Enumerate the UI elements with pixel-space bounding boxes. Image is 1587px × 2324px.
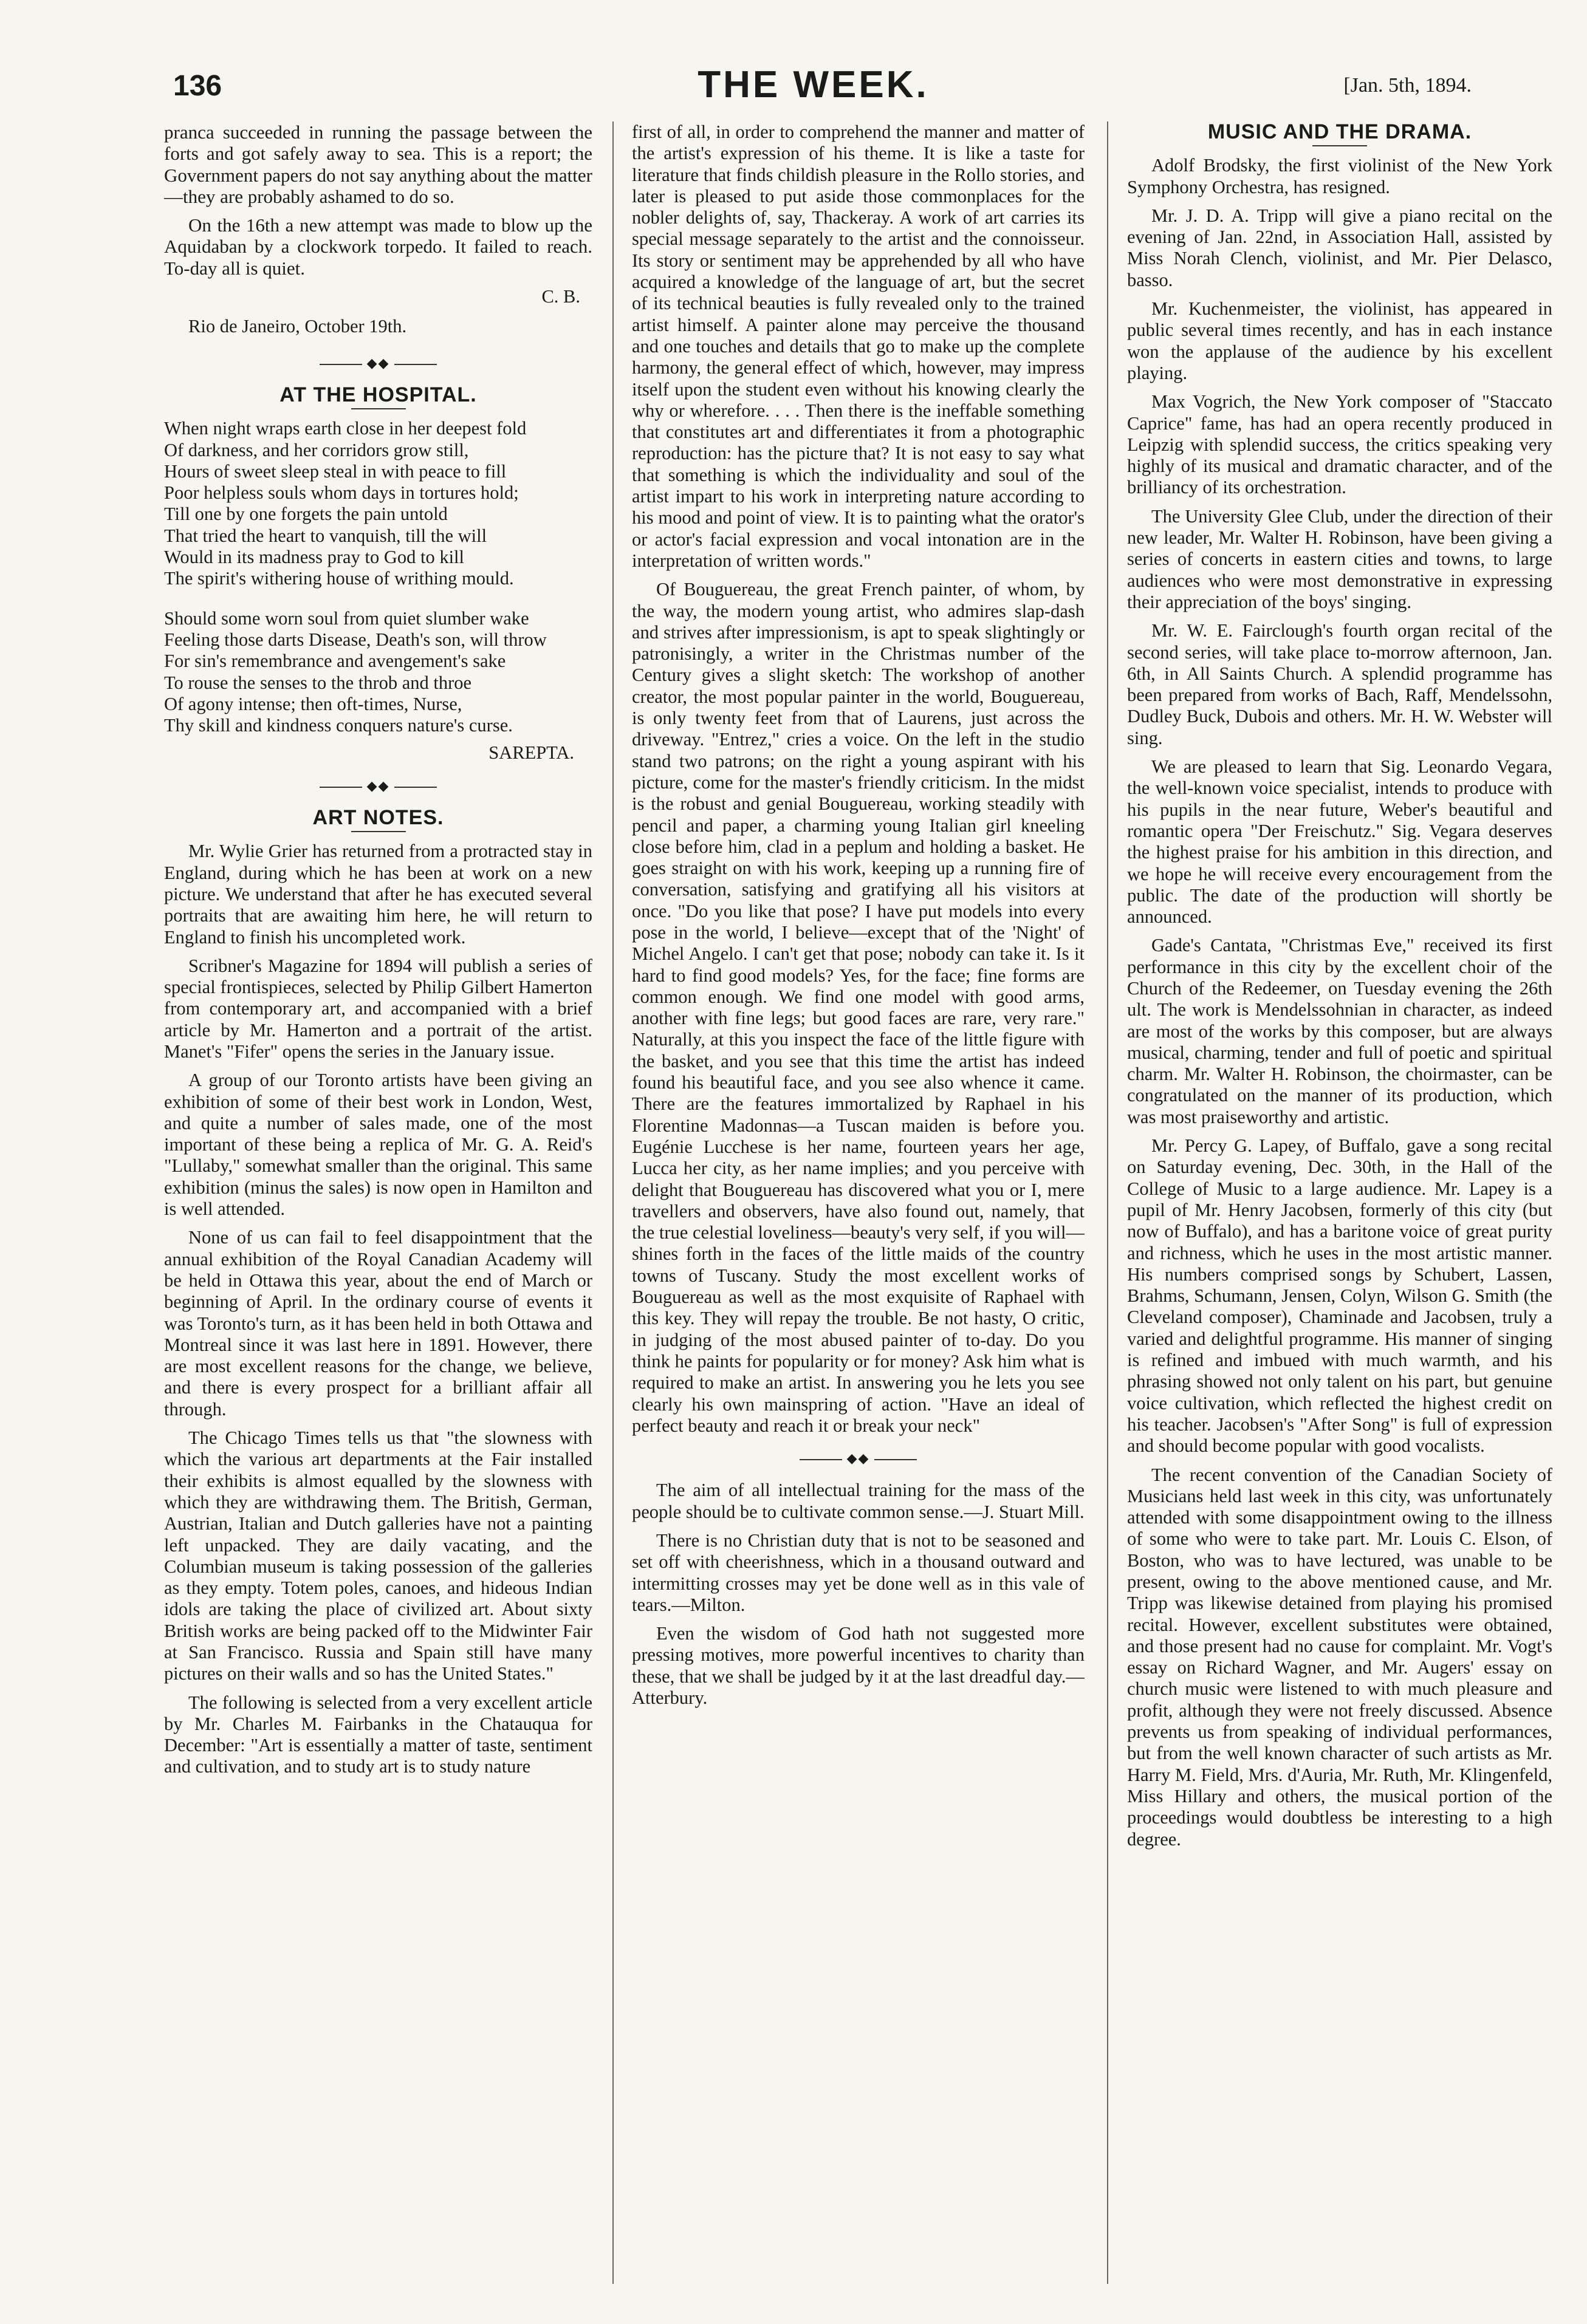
column-right	[1127, 121, 1552, 2284]
issue-date: [Jan. 5th, 1894.	[1343, 74, 1472, 97]
title-rule	[351, 831, 406, 832]
music-paragraph: We are pleased to learn that Sig. Leonardo Vegara, the well-known voice specialist, intends to produce with his pupils in the near future, Weber's beautiful and romantic opera "Der Freischutz." Sig. Vegara deserves the highest praise for his ambition in this direction, and we hope he will receive every encouragement from the public. The date of the production will shortly be announced.	[1127, 756, 1552, 928]
music-paragraph: Gade's Cantata, "Christmas Eve," received its first performance in this city by the excellent choir of the Church of the Redeemer, on Tuesday evening the 26th ult. The work is Mendelssohnian in character, as indeed are most of the works by this composer, but are always musical, charming, tender and full of poetic and spiritual charm. Mr. Walter H. Robinson, the choirmaster, can be congratulated on the manner of its production, which was most praiseworthy and artistic.	[1127, 935, 1552, 1127]
art-paragraph: None of us can fail to feel disappointment that the annual exhibition of the Royal Canadian Academy will be held in Ottawa this year, about the end of March or beginning of April. In the ordinary course of events it was Toronto's turn, as it has been held in both Ottawa and Montreal since it was last here in 1891. However, there are most excellent reasons for the change, we believe, and there is every prospect for a brilliant affair all through.	[164, 1227, 592, 1420]
music-paragraph: Mr. J. D. A. Tripp will give a piano recital on the evening of Jan. 22nd, in Association Hall, assisted by Miss Norah Clench, violinist, and Mr. Pier Delasco, basso.	[1127, 205, 1552, 290]
poem-line: That tried the heart to vanquish, till the will	[164, 525, 487, 546]
art-paragraph: The Chicago Times tells us that "the slowness with which the various art departments at the Fair installed their exhibits is almost equalled by the slowness with which they are withdrawing them. The British, German, Austrian, Italian and Dutch galleries have not a painting left unpacked. They are daily vacating, and the Columbian museum is taking possession of the galleries as they empty. Totem poles, canoes, and hideous Indian idols are taking the place of civilized art. About sixty British works are being packed off to the Midwinter Fair at San Francisco. Russia and Spain still have many pictures on their walls and so has the United States."	[164, 1427, 592, 1684]
hospital-poem-title: AT THE HOSPITAL.	[279, 383, 477, 406]
poem-line: When night wraps earth close in her deepest fold	[164, 418, 527, 439]
art-paragraph: first of all, in order to comprehend the manner and matter of the artist's expression of his theme. It is like a taste for literature that finds childish pleasure in the Rollo stories, and later is pleased to put aside those commonplaces for the nobler delights of, say, Thackeray. A work of art carries its special message separately to the artist and the connoisseur. Its story or sentiment may be apprehended by all who have acquired a knowledge of the language of art, but the secret of its technical beauties is fully revealed only to the trained artist himself. A painter alone may perceive the thousand and one touches and details that go to make up the complete harmony, the general effect of which, however, may impress itself upon the student even without his knowing clearly the why or wherefore. . . . Then there is the ineffable something that constitutes art and differentiates it from a photographic reproduction: has the picture that? It is not easy to say what that something is which the individuality and soul of the artist impart to his work in interpreting nature according to his mood and point of view. It is to painting what the orator's or actor's facial expression and vocal intonation are in the interpretation of written words."	[632, 121, 1085, 571]
column-divider	[612, 121, 614, 2284]
section-divider: ◆◆	[164, 352, 592, 374]
music-paragraph: Mr. Kuchenmeister, the violinist, has appeared in public several times recently, and has in each instance won the applause of the audience by his excellent playing.	[1127, 298, 1552, 383]
poem-line: For sin's remembrance and avengement's sake	[164, 651, 506, 672]
poem-line: To rouse the senses to the throb and throe	[164, 672, 472, 693]
section-divider: ◆◆	[164, 775, 592, 796]
hospital-poem	[164, 418, 592, 736]
section-divider: ◆◆	[632, 1447, 1085, 1469]
letter-paragraph: pranca succeeded in running the passage between the forts and got safely away to sea. This is a report; the Government papers do not say anything about the matter—they are probably ashamed to do so.	[164, 121, 592, 207]
poem-line: Should some worn soul from quiet slumber wake	[164, 607, 529, 629]
poem-line: Hours of sweet sleep steal in with peace to fill	[164, 460, 507, 482]
poem-line: Till one by one forgets the pain untold	[164, 504, 448, 525]
poem-line: Poor helpless souls whom days in tortures hold;	[164, 482, 519, 504]
poem-line: Thy skill and kindness conquers nature's curse.	[164, 715, 513, 736]
poem-line: Would in its madness pray to God to kill	[164, 547, 464, 568]
column-divider	[1107, 121, 1108, 2284]
music-paragraph: Max Vogrich, the New York composer of "Staccato Caprice" fame, has had an opera recently produced in Leipzig with splendid success, the critics speaking very highly of its musical and dramatic character, and of the brilliancy of its orchestration.	[1127, 391, 1552, 498]
letter-signature: C. B.	[541, 286, 580, 307]
music-paragraph: The recent convention of the Canadian Society of Musicians held last week in this city, was unfortunately attended with some disappointment owing to the illness of some who were to take part. Mr. Louis C. Elson, of Boston, who was to have lectured, was unable to be present, owing to the above mentioned cause, and Mr. Tripp was likewise detained from playing his promised recital. However, excellent substitutes were obtained, and those present had no cause for complaint. Mr. Vogt's essay on Richard Wagner, and Mr. Augers' essay on church music were listened to with much pleasure and profit, although they were not freely discussed. Absence prevents us from speaking of individual performances, but from the well known character of such artists as Mr. Harry M. Field, Mrs. d'Auria, Mr. Ruth, Mr. Klingenfeld, Miss Hillary and others, the musical portion of the proceedings would doubtless be interesting to a high degree.	[1127, 1464, 1552, 1850]
letter-dateline: Rio de Janeiro, October 19th.	[188, 316, 407, 337]
masthead-title: THE WEEK.	[698, 64, 929, 106]
column-middle	[632, 121, 1085, 2284]
art-paragraph: Of Bouguereau, the great French painter, of whom, by the way, the modern young artist, who admires slap-dash and strives after impressionism, is apt to speak slightingly or patronisingly, a writer in the Christmas number of the Century gives a slight sketch: The workshop of another creator, the most popular painter in the world, Bouguereau, is only twenty feet from that of Laurens, just across the driveway. "Entrez," cries a voice. On the left in the studio stand two patrons; on the right a young aspirant with his picture, come for the master's friendly criticism. In the midst is the robust and genial Bouguereau, working steadily with pencil and paper, a charming young Italian girl kneeling close before him, clad in a peplum and holding a basket. He goes straight on with his work, keeping up a running fire of conversation, satisfying and gratifying all his visitors at once. "Do you like that pose? I have put models into every pose in the world, I believe—except that of the 'Night' of Michel Angelo. I can't get that pose; nobody can take it. Is it hard to find good models? Yes, for the face; fine forms are common enough. We find one model with good arms, another with fine legs; but good faces are rare, very rare." Naturally, at this you inspect the face of the little figure with the basket, and you see that this time the artist has indeed found his beautiful face, and you see also whence it came. There are the features immortalized by Raphael in his Florentine Madonnas—a Tuscan maiden is before you. Eugénie Lucchese is her name, fourteen years her age, Lucca her city, as her name implies; and you perceive with delight that Bouguereau has discovered what you or I, mere travellers and observers, have also found out, namely, that the true celestial loveliness—beauty's very self, if you will—shines forth in the faces of the little maids of the country towns of Tuscany. Study the most excellent works of Bouguereau as well as the most exquisite of Raphael with this key. They will repay the trouble. Be not hasty, O critic, in judging of the most abused painter of to-day. Do you think he paints for popularity or for money? Ask him what is required to make an artist. In answering you he lets you see clearly his own mainspring of action. "Have an ideal of perfect beauty and reach it or break your neck"	[632, 579, 1085, 1436]
poem-line: Of agony intense; then oft-times, Nurse,	[164, 693, 462, 714]
title-rule	[351, 408, 406, 409]
music-paragraph: The University Glee Club, under the direction of their new leader, Mr. Walter H. Robinson, have been giving a series of concerts in eastern cities and towns, to large audiences who were most demonstrative in expressing their appreciation of the boys' singing.	[1127, 505, 1552, 612]
art-paragraph: A group of our Toronto artists have been giving an exhibition of some of their best work in London, West, and quite a number of sales made, one of the most important of these being a replica of Mr. G. A. Reid's "Lullaby," somewhat smaller than the original. This same exhibition (minus the sales) is now open in Hamilton and is well attended.	[164, 1070, 592, 1220]
art-paragraph: Scribner's Magazine for 1894 will publish a series of special frontispieces, selected by Philip Gilbert Hamerton from contemporary art, and accompanied with a brief article by Mr. Hamerton and a portrait of the artist. Manet's "Fifer" opens the series in the January issue.	[164, 955, 592, 1062]
letter-paragraph: On the 16th a new attempt was made to blow up the Aquidaban by a clockwork torpedo. It failed to reach. To-day all is quiet.	[164, 214, 592, 279]
music-paragraph: Mr. W. E. Fairclough's fourth organ recital of the second series, will take place to-morrow afternoon, Jan. 6th, in All Saints Church. A splendid programme has been prepared from works of Bach, Raff, Mendelssohn, Dudley Buck, Dubois and others. Mr. H. W. Webster will sing.	[1127, 620, 1552, 748]
art-paragraph: The following is selected from a very excellent article by Mr. Charles M. Fairbanks in the Chatauqua for December: "Art is essentially a matter of taste, sentiment and cultivation, and to study art is to study nature	[164, 1692, 592, 1777]
music-paragraph: Mr. Percy G. Lapey, of Buffalo, gave a song recital on Saturday evening, Dec. 30th, in the Hall of the College of Music to a large audience. Mr. Lapey is a pupil of Mr. Henry Jacobsen, formerly of this city (but now of Buffalo), and has a baritone voice of great purity and richness, which he uses in the most artistic manner. His numbers comprised songs by Schubert, Lassen, Brahms, Schumann, Jensen, Colyn, Wilson G. Smith (the Cleveland composer), Chaminade and Jacobsen, truly a varied and delightful programme. His manner of singing is refined and imbued with much warmth, and his phrasing showed not only talent on his part, but genuine voice cultivation, which reflected the highest credit on his teacher. Jacobsen's "After Song" is full of expression and should become popular with good vocalists.	[1127, 1135, 1552, 1457]
music-drama-title: MUSIC AND THE DRAMA.	[1207, 121, 1472, 143]
title-rule	[1312, 145, 1367, 146]
quotation: There is no Christian duty that is not to be seasoned and set off with cheerishness, which in a thousand outward and intermitting crosses may yet be done well as in this vale of tears.—Milton.	[632, 1530, 1085, 1615]
page-header	[155, 61, 1472, 115]
poem-line: Of darkness, and her corridors grow still,	[164, 439, 469, 460]
poem-line: The spirit's withering house of writhing mould.	[164, 568, 514, 589]
page-number: 136	[173, 70, 222, 102]
quotation: The aim of all intellectual training for the mass of the people should be to cultivate common sense.—J. Stuart Mill.	[632, 1480, 1085, 1522]
poem-line: Feeling those darts Disease, Death's son, will throw	[164, 629, 547, 650]
poem-signature: SAREPTA.	[488, 742, 574, 764]
column-left	[164, 121, 592, 2284]
art-paragraph: Mr. Wylie Grier has returned from a protracted stay in England, during which he has been at work on a new picture. We understand that after he has executed several portraits that are awaiting him here, he will return to England to finish his uncompleted work.	[164, 841, 592, 948]
quotation: Even the wisdom of God hath not suggested more pressing motives, more powerful incentives to charity than these, that we shall be judged by it at the last dreadful day.—Atterbury.	[632, 1623, 1085, 1709]
art-notes-title: ART NOTES.	[312, 806, 444, 830]
music-paragraph: Adolf Brodsky, the first violinist of the New York Symphony Orchestra, has resigned.	[1127, 155, 1552, 197]
